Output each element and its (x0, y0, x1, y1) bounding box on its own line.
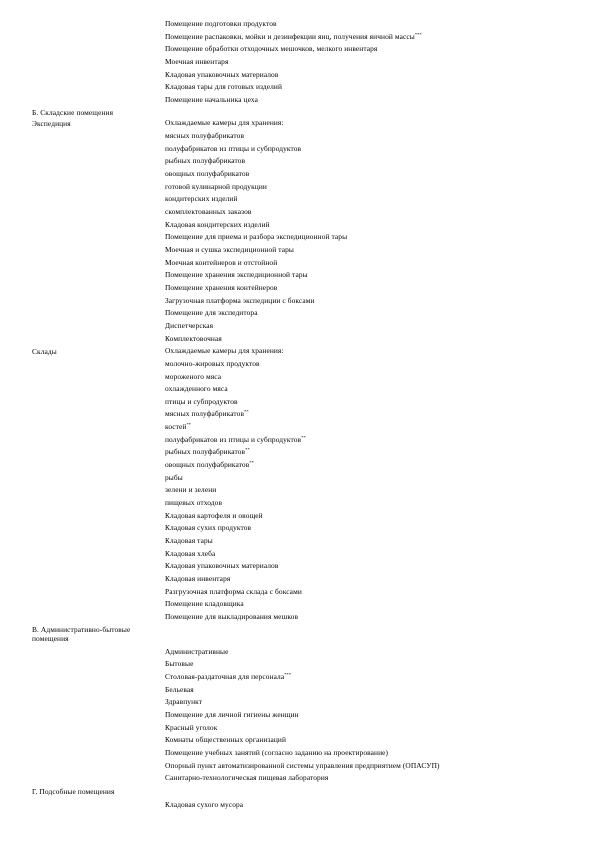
room-name-cell (165, 446, 572, 459)
category-cell (32, 168, 165, 170)
room-name-cell (165, 535, 572, 548)
category-cell (32, 446, 165, 448)
category-cell (32, 269, 165, 271)
room-name-cell (165, 345, 572, 358)
category-cell (32, 472, 165, 474)
room-name: овощных полуфабрикатов (165, 460, 250, 470)
room-name-cell (165, 383, 572, 396)
category-cell (32, 535, 165, 537)
category-cell (32, 421, 165, 423)
list-item (32, 295, 572, 308)
category-cell (32, 130, 165, 132)
list-item (32, 181, 572, 194)
room-name: птицы и субпродуктов (165, 396, 238, 406)
footnote-marker: ** (244, 409, 249, 415)
room-name-cell (165, 244, 572, 257)
room-name-cell (165, 560, 572, 573)
list-item (32, 193, 572, 206)
room-name-cell (165, 434, 572, 447)
room-name-cell (165, 598, 572, 611)
room-name: Бельевая (165, 684, 194, 694)
room-name: Кладовая картофеля и овощей (165, 510, 263, 520)
room-name: рыбы (165, 472, 183, 482)
category-cell (32, 747, 165, 749)
room-name-cell (165, 31, 572, 44)
room-name: мясных полуфабрикатов (165, 131, 245, 141)
category-cell (32, 181, 165, 183)
room-name-cell (165, 684, 572, 697)
list-item (32, 734, 572, 747)
category-cell (32, 684, 165, 686)
room-name: Помещение для экспедитора (165, 308, 258, 318)
room-name: Столовая-раздаточная для персонала (165, 671, 285, 681)
room-name: зелени и зелени (165, 485, 217, 495)
list-item (32, 548, 572, 561)
category-cell (32, 282, 165, 284)
category-cell (32, 320, 165, 322)
list-item (32, 358, 572, 371)
category-cell (32, 257, 165, 259)
list-item (32, 307, 572, 320)
room-name: Охлаждаемые камеры для хранения: (165, 118, 284, 128)
category-cell (32, 383, 165, 385)
list-item (32, 497, 572, 510)
room-name: Помещение хранения экспедиционной тары (165, 270, 308, 280)
category-cell (32, 611, 165, 613)
room-name: Помещение для приема и разбора экспедиционной тары (165, 232, 348, 242)
list-item (32, 408, 572, 421)
room-name: овощных полуфабрикатов (165, 169, 250, 179)
category-cell (32, 18, 165, 20)
list-item (32, 586, 572, 599)
room-name-cell (165, 155, 572, 168)
room-name-cell (165, 709, 572, 722)
list-item (32, 434, 572, 447)
section-heading-row (32, 107, 572, 118)
room-name-cell (165, 573, 572, 586)
category-cell (32, 94, 165, 96)
list-item (32, 573, 572, 586)
room-name-cell (165, 408, 572, 421)
room-list-table (32, 18, 572, 811)
category-cell (32, 69, 165, 71)
room-name: Комплектовочная (165, 333, 222, 343)
section-heading-row (32, 624, 572, 646)
category-cell (32, 696, 165, 698)
room-name: охлажденного мяса (165, 384, 228, 394)
list-item (32, 333, 572, 346)
room-name: Опорный пункт автоматизированной системы управления предприятием (ОПАСУП) (165, 760, 440, 770)
category-cell (32, 497, 165, 499)
list-item (32, 709, 572, 722)
room-name: Помещение для выкладирования мешков (165, 611, 299, 621)
list-item (32, 257, 572, 270)
category-cell (32, 760, 165, 762)
list-item (32, 130, 572, 143)
list-item (32, 396, 572, 409)
room-name: Загрузочная платформа экспедиции с боксами (165, 295, 315, 305)
list-item (32, 56, 572, 69)
room-name: Бытовые (165, 659, 194, 669)
category-cell: Экспедиция (32, 119, 71, 129)
room-name: костей (165, 422, 187, 432)
room-name-cell (165, 69, 572, 82)
room-name: пищевых отходов (165, 498, 223, 508)
room-name-cell (165, 734, 572, 747)
room-name: Помещение распаковки, мойки и дезинфекции яиц, получения яичной массы (165, 31, 415, 41)
room-name: Кладовая сухих продуктов (165, 523, 252, 533)
room-name: Кладовая тары (165, 536, 213, 546)
list-item (32, 371, 572, 384)
room-name-cell (165, 722, 572, 735)
room-name-cell (165, 307, 572, 320)
category-cell (32, 43, 165, 45)
list-item (32, 383, 572, 396)
list-item (32, 522, 572, 535)
room-name: Кладовая сухого мусора (165, 799, 244, 809)
category-cell (32, 155, 165, 157)
room-name: Административные (165, 646, 229, 656)
room-name: полуфабрикатов из птицы и субпродуктов (165, 434, 302, 444)
category-cell (32, 219, 165, 221)
list-item (32, 484, 572, 497)
room-name-cell (165, 548, 572, 561)
category-cell: Склады (32, 347, 57, 356)
room-name-cell (165, 143, 572, 156)
room-name-cell (165, 117, 572, 130)
room-name: Диспетчерская (165, 320, 214, 330)
room-name: Разгрузочная платформа склада с боксами (165, 586, 302, 596)
category-cell (32, 56, 165, 58)
room-name: рыбных полуфабрикатов (165, 447, 246, 457)
room-name-cell (165, 586, 572, 599)
room-name: Кладовая инвентаря (165, 574, 231, 584)
room-name: Моечная и сушка экспедиционной тары (165, 244, 294, 254)
footnote-marker: ** (301, 434, 306, 440)
list-item (32, 117, 572, 130)
category-cell (32, 358, 165, 360)
list-item (32, 81, 572, 94)
room-name-cell (165, 484, 572, 497)
category-cell (32, 560, 165, 562)
room-name-cell (165, 320, 572, 333)
room-name-cell (165, 56, 572, 69)
room-name-cell (165, 257, 572, 270)
room-name: Санитарно-технологическая пищевая лаборатория (165, 773, 329, 783)
category-cell (32, 371, 165, 373)
room-name-cell (165, 219, 572, 232)
room-name-cell (165, 231, 572, 244)
footnote-marker: ** (245, 447, 250, 453)
list-item (32, 799, 572, 812)
category-cell (32, 709, 165, 711)
room-name: Помещение учебных занятий (согласно заданию на проектирование) (165, 747, 389, 757)
room-name: готовой кулинарной продукции (165, 181, 267, 191)
room-name: Помещение подготовки продуктов (165, 19, 277, 28)
list-item (32, 18, 572, 31)
room-name-cell (165, 658, 572, 671)
category-cell (32, 295, 165, 297)
list-item (32, 459, 572, 472)
category-cell (32, 434, 165, 436)
room-name: мясных полуфабрикатов (165, 409, 245, 419)
list-item (32, 560, 572, 573)
category-cell (32, 658, 165, 660)
room-name: полуфабрикатов из птицы и субпродуктов (165, 143, 302, 153)
list-item (32, 472, 572, 485)
list-item (32, 421, 572, 434)
room-name: молочно-жировых продуктов (165, 358, 260, 368)
room-name-cell (165, 459, 572, 472)
room-name-cell (165, 168, 572, 181)
room-name: Кладовая хлеба (165, 548, 216, 558)
room-name: Красный уголок (165, 722, 218, 732)
room-name: Кладовая упаковочных материалов (165, 561, 279, 571)
footnote-marker: *** (284, 671, 292, 677)
category-cell (32, 734, 165, 736)
list-item (32, 760, 572, 773)
room-name-cell (165, 333, 572, 346)
list-item (32, 611, 572, 624)
category-cell (32, 333, 165, 335)
category-cell (32, 193, 165, 195)
category-cell (32, 396, 165, 398)
room-name: Помещение обработки отходочных мешочков, мелкого инвентаря (165, 44, 378, 54)
category-cell (32, 143, 165, 145)
category-cell (32, 522, 165, 524)
list-item (32, 446, 572, 459)
room-name: Помещение для личной гигиены женщин (165, 709, 299, 719)
list-item (32, 646, 572, 659)
room-name: Кладовая тары для готовых изделий (165, 82, 283, 92)
room-name-cell (165, 193, 572, 206)
list-item (32, 747, 572, 760)
category-cell (32, 231, 165, 233)
room-name-cell (165, 472, 572, 485)
room-name-cell (165, 181, 572, 194)
room-name-cell (165, 696, 572, 709)
room-name: кондитерских изделий (165, 194, 238, 204)
category-cell (32, 671, 165, 673)
category-cell (32, 510, 165, 512)
category-cell (32, 548, 165, 550)
section-heading-row (32, 785, 572, 796)
category-cell (32, 573, 165, 575)
room-name-cell (165, 43, 572, 56)
room-name: мороженого мяса (165, 371, 222, 381)
footnote-marker: ** (249, 460, 255, 466)
list-item (32, 696, 572, 709)
room-name-cell (165, 295, 572, 308)
list-item (32, 345, 572, 358)
list-item (32, 320, 572, 333)
footnote-marker: ** (186, 422, 192, 428)
room-name-cell (165, 269, 572, 282)
list-item (32, 510, 572, 523)
room-name: Охлаждаемые камеры для хранения: (165, 346, 284, 356)
room-name: Кладовая упаковочных материалов (165, 69, 279, 79)
list-item (32, 31, 572, 44)
room-name-cell (165, 358, 572, 371)
list-item (32, 244, 572, 257)
list-item (32, 43, 572, 56)
list-item (32, 282, 572, 295)
list-item (32, 684, 572, 697)
list-item (32, 219, 572, 232)
category-cell (32, 586, 165, 588)
room-name: Моечная контейнеров и отстойной (165, 257, 278, 267)
room-name-cell (165, 282, 572, 295)
category-cell (32, 598, 165, 600)
room-name-cell (165, 396, 572, 409)
room-name-cell (165, 421, 572, 434)
room-name: Кладовая кондитерских изделий (165, 219, 270, 229)
category-cell (32, 244, 165, 246)
list-item (32, 772, 572, 785)
list-item (32, 168, 572, 181)
room-name-cell (165, 371, 572, 384)
room-name: Здравпункт (165, 697, 203, 707)
category-cell (32, 206, 165, 208)
room-name: Помещение начальника цеха (165, 94, 258, 104)
section-heading: Г. Подсобные помещения (32, 786, 115, 796)
room-name-cell (165, 747, 572, 760)
list-item (32, 206, 572, 219)
list-item (32, 155, 572, 168)
list-item (32, 535, 572, 548)
room-name: Моечная инвентаря (165, 56, 229, 66)
category-cell (32, 646, 165, 648)
category-cell (32, 772, 165, 774)
room-name-cell (165, 760, 572, 773)
list-item (32, 69, 572, 82)
room-name-cell (165, 611, 572, 624)
list-item (32, 269, 572, 282)
room-name-cell (165, 510, 572, 523)
category-cell (32, 459, 165, 461)
room-name-cell (165, 497, 572, 510)
footnote-marker: *** (414, 31, 422, 37)
room-name: Комнаты общественных организаций (165, 735, 287, 745)
list-item (32, 94, 572, 107)
room-name-cell (165, 130, 572, 143)
section-heading: Б. Складские помещения (32, 108, 114, 118)
room-name: Помещение хранения контейнеров (165, 282, 278, 292)
category-cell (32, 722, 165, 724)
category-cell (32, 408, 165, 410)
room-name-cell (165, 646, 572, 659)
list-item (32, 598, 572, 611)
list-item (32, 143, 572, 156)
list-item (32, 671, 572, 684)
category-cell (32, 31, 165, 33)
room-name-cell (165, 206, 572, 219)
room-name: скомплектованных заказов (165, 206, 252, 216)
category-cell (32, 307, 165, 309)
room-name-cell (165, 94, 572, 107)
section-heading: В. Административно-бытовые помещения (32, 625, 131, 644)
room-name-cell (165, 799, 572, 812)
room-name: рыбных полуфабрикатов (165, 156, 246, 166)
category-cell (32, 484, 165, 486)
list-item (32, 722, 572, 735)
room-name-cell (165, 671, 572, 684)
room-name: Помещение кладовщика (165, 599, 244, 609)
list-item (32, 231, 572, 244)
category-cell (32, 81, 165, 83)
room-name-cell (165, 18, 572, 31)
category-cell (32, 799, 165, 801)
list-item (32, 658, 572, 671)
room-name-cell (165, 772, 572, 785)
room-name-cell (165, 81, 572, 94)
room-name-cell (165, 522, 572, 535)
